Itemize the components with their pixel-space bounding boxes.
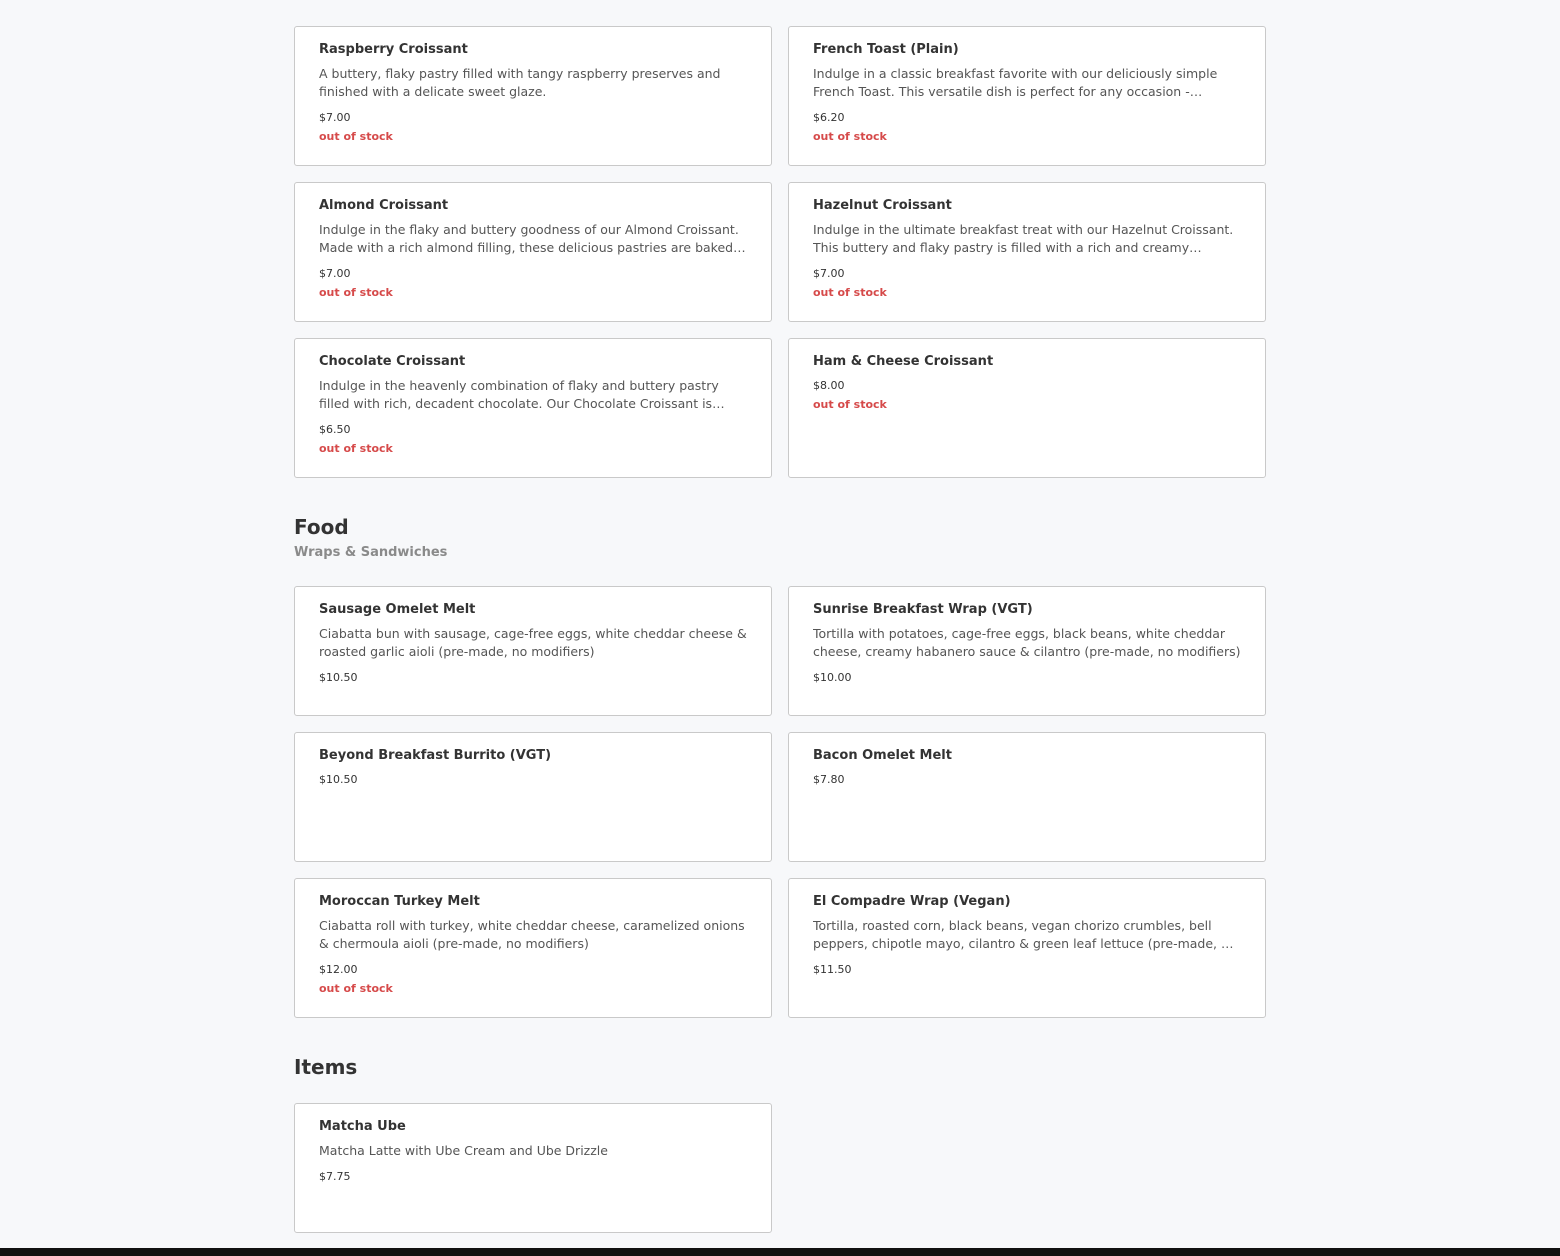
item-description: Indulge in a classic breakfast favorite with our deliciously simple French Toast. This versatile dish is perfect for any occasion - — [813, 66, 1218, 99]
bottom-bar — [0, 1248, 1560, 1256]
item-price: $7.00 — [319, 111, 351, 124]
item-description: Ciabatta roll with turkey, white cheddar cheese, caramelized onions & chermoula aioli (pre-made, no modifiers) — [319, 918, 745, 951]
out-of-stock-label: out of stock — [319, 286, 393, 299]
item-description: Matcha Latte with Ube Cream and Ube Drizzle — [319, 1143, 608, 1158]
item-name: Almond Croissant — [319, 198, 449, 213]
menu-item-card[interactable] — [294, 878, 772, 1018]
item-price: $12.00 — [319, 963, 358, 976]
item-name: Bacon Omelet Melt — [813, 748, 952, 763]
out-of-stock-label: out of stock — [319, 130, 393, 143]
menu-item-card[interactable] — [788, 182, 1266, 322]
item-price: $10.00 — [813, 671, 852, 684]
menu-item-card[interactable] — [294, 1103, 772, 1233]
item-description: Ciabatta bun with sausage, cage-free eggs, white cheddar cheese & roasted garlic aioli (pre-made, no modifiers) — [319, 626, 747, 659]
item-name: Sausage Omelet Melt — [319, 602, 476, 617]
item-name: Raspberry Croissant — [319, 42, 468, 57]
item-description: A buttery, flaky pastry filled with tangy raspberry preserves and finished with a delicate sweet glaze. — [319, 66, 721, 99]
item-name: Moroccan Turkey Melt — [319, 894, 480, 909]
item-name: French Toast (Plain) — [813, 42, 959, 57]
menu-item-card[interactable] — [788, 586, 1266, 716]
out-of-stock-label: out of stock — [319, 982, 393, 995]
item-description: Tortilla, roasted corn, black beans, vegan chorizo crumbles, bell peppers, chipotle mayo, cilantro & green leaf lettuce (pre-made, no — [813, 918, 1237, 951]
item-price: $7.75 — [319, 1170, 351, 1183]
item-description: Tortilla with potatoes, cage-free eggs, black beans, white cheddar cheese, creamy habanero sauce & cilantro (pre-made, no modifiers) — [813, 626, 1241, 659]
item-name: Beyond Breakfast Burrito (VGT) — [319, 748, 552, 763]
menu-item-card[interactable] — [294, 182, 772, 322]
out-of-stock-label: out of stock — [813, 130, 887, 143]
item-name: Chocolate Croissant — [319, 354, 466, 369]
section-subtitle: Wraps & Sandwiches — [294, 545, 448, 560]
menu-grid-food — [294, 586, 1266, 1018]
menu-item-card[interactable] — [294, 26, 772, 166]
item-name: El Compadre Wrap (Vegan) — [813, 894, 1011, 909]
menu-item-card[interactable] — [788, 878, 1266, 1018]
menu-grid-pastries — [294, 26, 1266, 478]
item-price: $10.50 — [319, 671, 358, 684]
menu-item-card[interactable] — [294, 586, 772, 716]
menu-item-card[interactable] — [788, 26, 1266, 166]
item-price: $6.50 — [319, 423, 351, 436]
item-description: Indulge in the flaky and buttery goodness of our Almond Croissant. Made with a rich almond filling, these delicious pastries are baked — [319, 222, 739, 255]
item-description: Indulge in the heavenly combination of flaky and buttery pastry filled with rich, decadent chocolate. Our Chocolate Croissant is — [319, 378, 719, 411]
item-price: $7.00 — [319, 267, 351, 280]
out-of-stock-label: out of stock — [813, 286, 887, 299]
item-description: Indulge in the ultimate breakfast treat with our Hazelnut Croissant. This buttery and flaky pastry is filled with a rich and creamy — [813, 222, 1234, 255]
section-title: Items — [294, 1055, 358, 1079]
item-price: $6.20 — [813, 111, 845, 124]
menu-item-card[interactable] — [788, 732, 1266, 862]
item-price: $10.50 — [319, 773, 358, 786]
item-price: $8.00 — [813, 379, 845, 392]
section-title: Food — [294, 515, 349, 539]
item-price: $7.00 — [813, 267, 845, 280]
item-price: $11.50 — [813, 963, 852, 976]
item-price: $7.80 — [813, 773, 845, 786]
out-of-stock-label: out of stock — [813, 398, 887, 411]
section-header-items — [294, 1055, 357, 1079]
item-name: Matcha Ube — [319, 1119, 406, 1134]
item-name: Sunrise Breakfast Wrap (VGT) — [813, 602, 1033, 617]
menu-item-card[interactable] — [294, 732, 772, 862]
menu-item-card[interactable] — [294, 338, 772, 478]
item-name: Hazelnut Croissant — [813, 198, 952, 213]
item-name: Ham & Cheese Croissant — [813, 354, 994, 369]
section-header-food — [294, 515, 447, 563]
menu-grid-items — [294, 1103, 1266, 1233]
out-of-stock-label: out of stock — [319, 442, 393, 455]
menu-item-card[interactable] — [788, 338, 1266, 478]
